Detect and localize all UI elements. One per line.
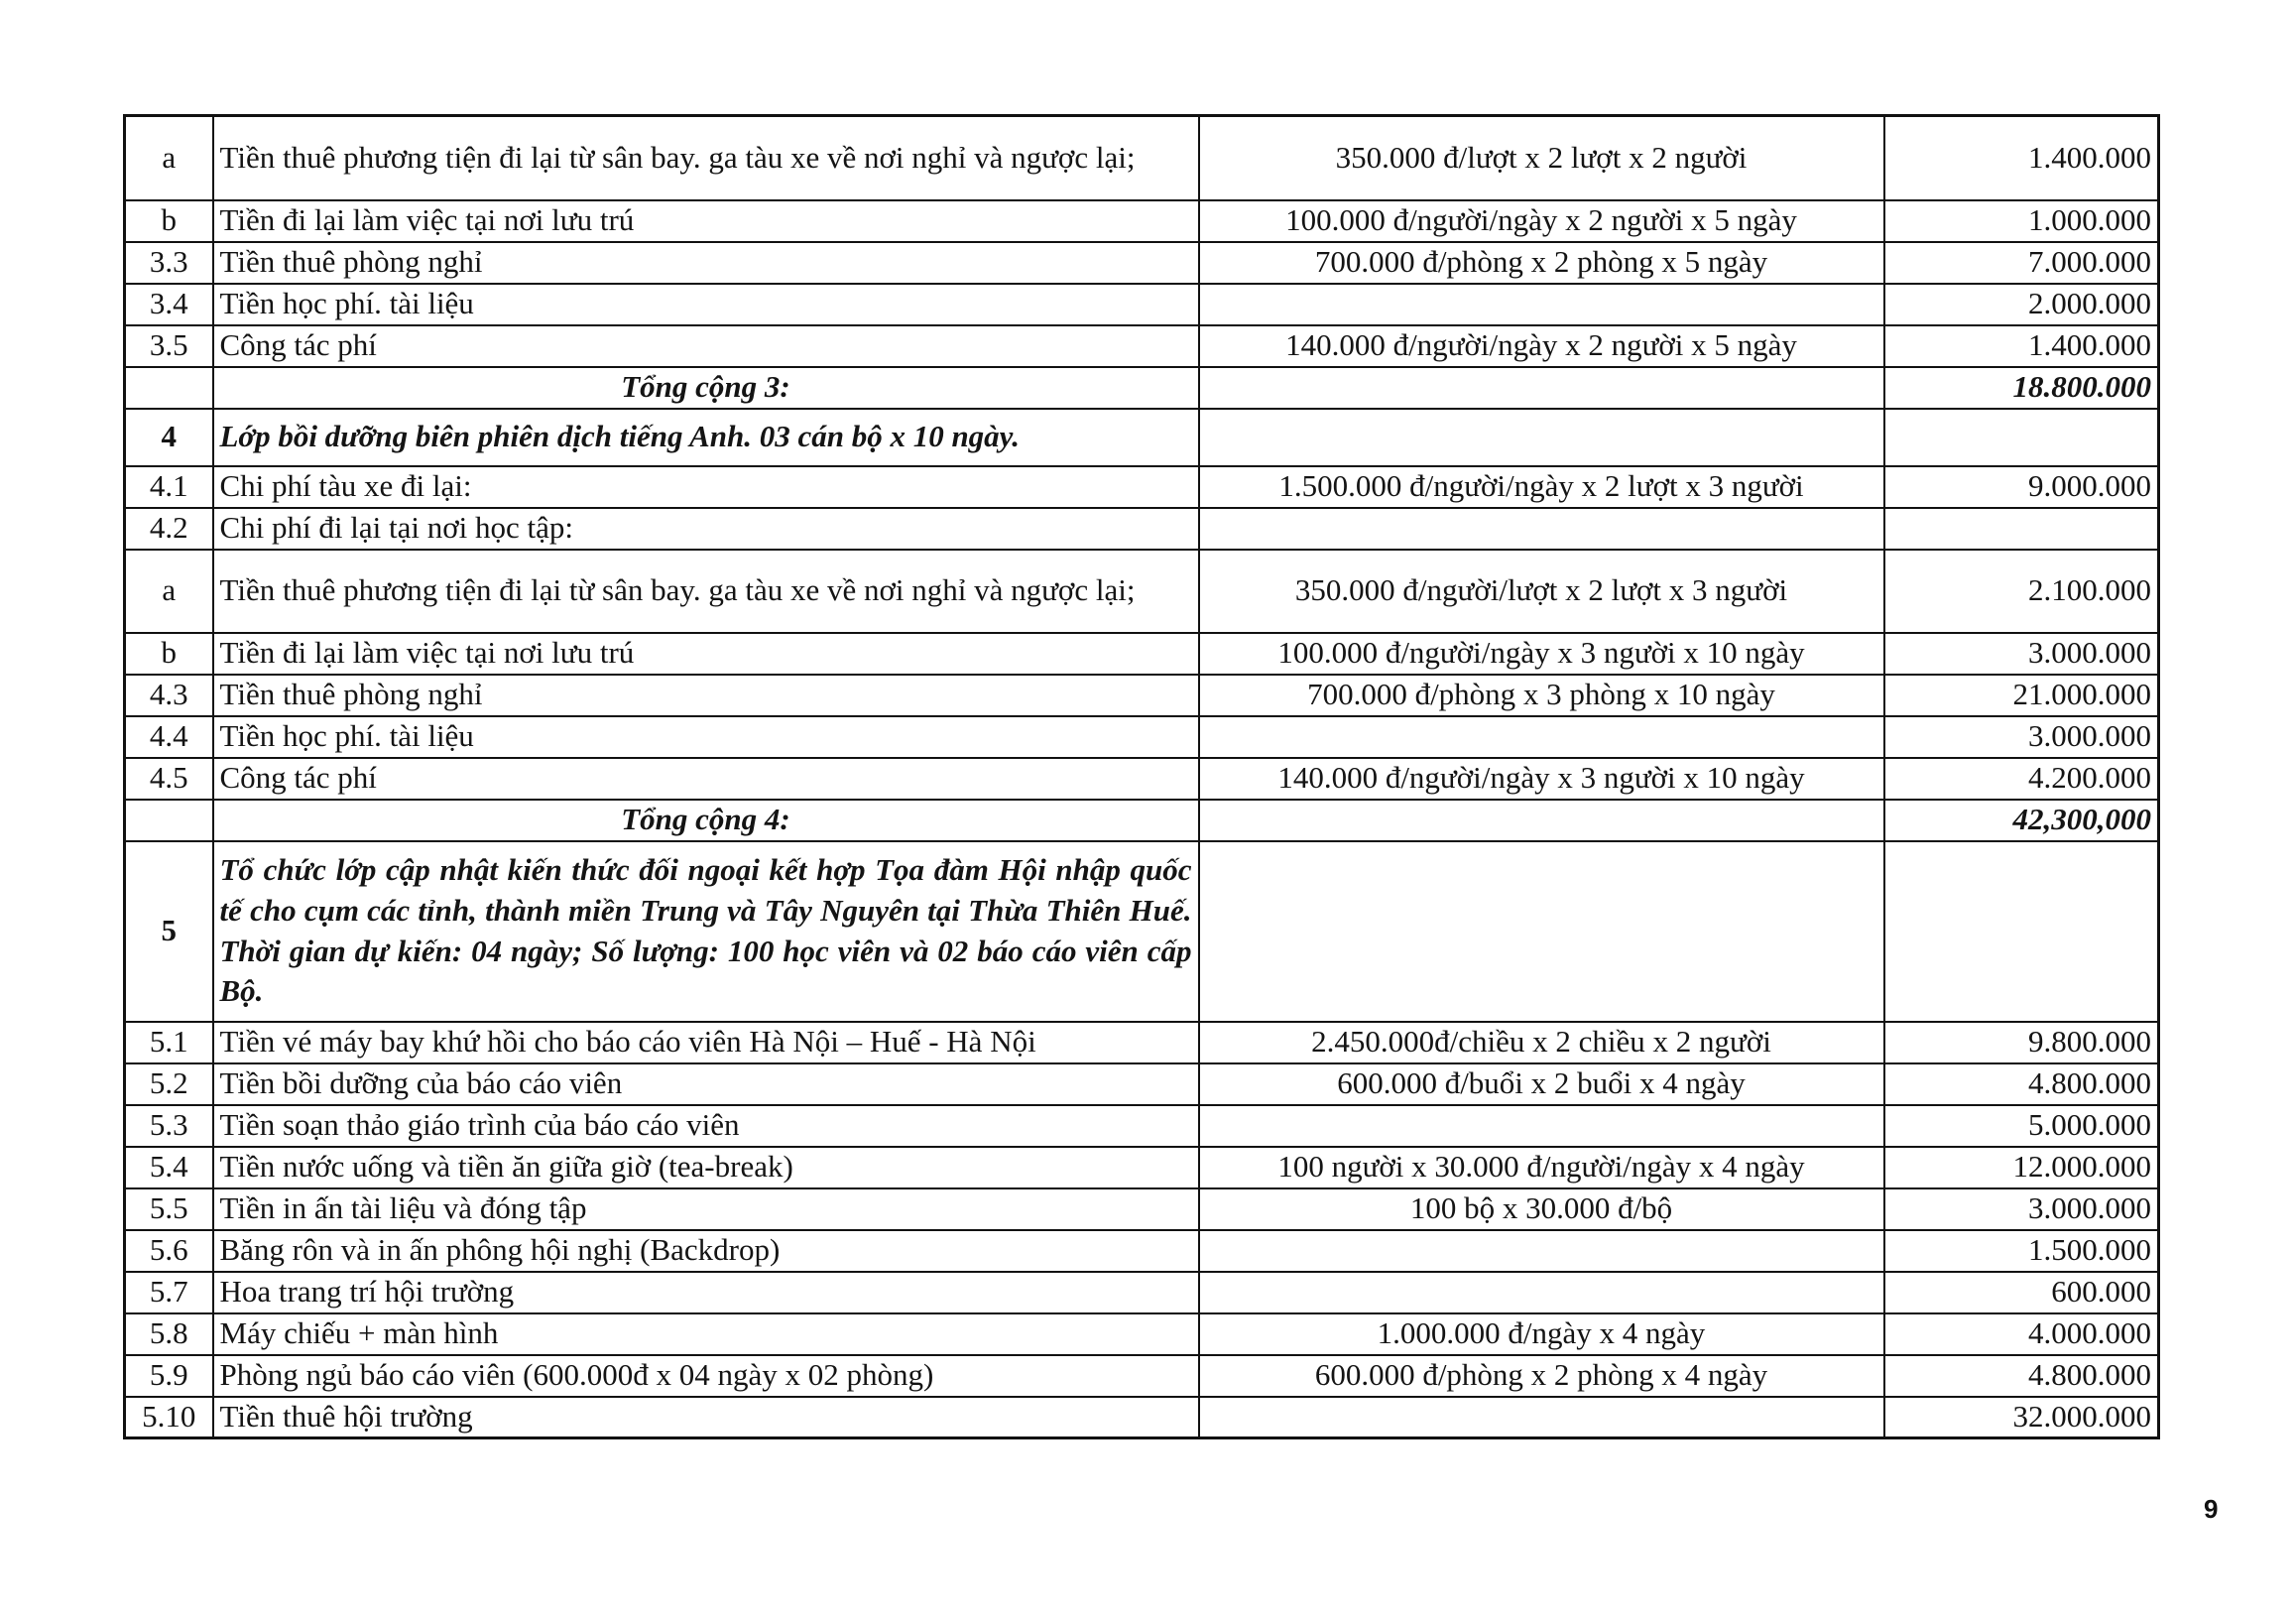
row-calculation: 350.000 đ/người/lượt x 2 lượt x 3 người [1199,550,1884,633]
row-item: Máy chiếu + màn hình [213,1313,1199,1355]
row-number: 5.5 [125,1188,213,1230]
row-item: Chi phí tàu xe đi lại: [213,466,1199,508]
row-calculation [1199,284,1884,325]
row-calculation: 600.000 đ/buổi x 2 buổi x 4 ngày [1199,1063,1884,1105]
row-calculation: 140.000 đ/người/ngày x 2 người x 5 ngày [1199,325,1884,367]
table-row [125,466,2159,508]
table-row [125,200,2159,242]
row-number: a [125,116,213,200]
table-row [125,1063,2159,1105]
row-item: Tiền thuê hội trường [213,1397,1199,1438]
row-number: 4.5 [125,758,213,800]
row-calculation: 1.000.000 đ/ngày x 4 ngày [1199,1313,1884,1355]
row-calculation: 100 bộ x 30.000 đ/bộ [1199,1188,1884,1230]
row-number: 3.3 [125,242,213,284]
row-number [125,367,213,409]
row-number: 5.3 [125,1105,213,1147]
row-number: b [125,200,213,242]
row-calculation: 700.000 đ/phòng x 3 phòng x 10 ngày [1199,675,1884,716]
row-calculation [1199,1105,1884,1147]
subtotal-amount: 18.800.000 [1884,367,2159,409]
row-calculation [1199,841,1884,1022]
row-item: Tiền in ấn tài liệu và đóng tập [213,1188,1199,1230]
row-item: Tiền vé máy bay khứ hồi cho báo cáo viên Hà Nội – Huế - Hà Nội [213,1022,1199,1063]
row-item: Tiền nước uống và tiền ăn giữa giờ (tea-break) [213,1147,1199,1188]
section-number: 5 [125,841,213,1022]
row-number: b [125,633,213,675]
row-item: Công tác phí [213,325,1199,367]
table-row [125,284,2159,325]
row-calculation [1199,508,1884,550]
row-amount: 2.100.000 [1884,550,2159,633]
table-row [125,758,2159,800]
row-amount: 2.000.000 [1884,284,2159,325]
row-calculation: 100 người x 30.000 đ/người/ngày x 4 ngày [1199,1147,1884,1188]
budget-table [123,114,2160,1439]
row-amount: 5.000.000 [1884,1105,2159,1147]
row-item: Tiền thuê phòng nghỉ [213,242,1199,284]
row-item: Tiền thuê phương tiện đi lại từ sân bay. ga tàu xe về nơi nghỉ và ngược lại; [213,550,1199,633]
row-item: Tiền bồi dưỡng của báo cáo viên [213,1063,1199,1105]
row-amount: 21.000.000 [1884,675,2159,716]
section-row [125,841,2159,1022]
row-number: 5.4 [125,1147,213,1188]
row-number: 4.1 [125,466,213,508]
row-amount [1884,409,2159,466]
table-row [125,1397,2159,1438]
table-row [125,1272,2159,1313]
row-calculation: 1.500.000 đ/người/ngày x 2 lượt x 3 người [1199,466,1884,508]
row-calculation [1199,1272,1884,1313]
table-row [125,675,2159,716]
table-row [125,1105,2159,1147]
row-item: Phòng ngủ báo cáo viên (600.000đ x 04 ngày x 02 phòng) [213,1355,1199,1397]
table-row [125,550,2159,633]
table-row [125,1355,2159,1397]
subtotal-row [125,800,2159,841]
row-item: Tiền đi lại làm việc tại nơi lưu trú [213,633,1199,675]
row-calculation [1199,800,1884,841]
row-calculation: 350.000 đ/lượt x 2 lượt x 2 người [1199,116,1884,200]
row-number: 4.3 [125,675,213,716]
table-row [125,325,2159,367]
row-calculation: 100.000 đ/người/ngày x 3 người x 10 ngày [1199,633,1884,675]
row-number: 3.5 [125,325,213,367]
row-item: Tiền thuê phòng nghỉ [213,675,1199,716]
row-calculation: 140.000 đ/người/ngày x 3 người x 10 ngày [1199,758,1884,800]
table-row [125,1188,2159,1230]
row-amount [1884,841,2159,1022]
table-row [125,633,2159,675]
row-amount: 4.800.000 [1884,1355,2159,1397]
section-title: Tổ chức lớp cập nhật kiến thức đối ngoại kết hợp Tọa đàm Hội nhập quốc tế cho cụm các tỉnh, thành miền Trung và Tây Nguyên tại Thừa Thiên Huế. Thời gian dự kiến: 04 ngày; Số lượng: 100 học viên và 02 báo cáo viên cấp Bộ. [213,841,1199,1022]
row-number: 5.10 [125,1397,213,1438]
row-amount: 4.000.000 [1884,1313,2159,1355]
row-amount [1884,508,2159,550]
row-number [125,800,213,841]
row-item: Tiền đi lại làm việc tại nơi lưu trú [213,200,1199,242]
section-title: Lớp bồi dưỡng biên phiên dịch tiếng Anh. 03 cán bộ x 10 ngày. [213,409,1199,466]
row-amount: 1.400.000 [1884,325,2159,367]
row-number: 5.6 [125,1230,213,1272]
row-amount: 9.000.000 [1884,466,2159,508]
row-number: 3.4 [125,284,213,325]
row-number: 5.1 [125,1022,213,1063]
row-calculation [1199,367,1884,409]
table-row [125,716,2159,758]
row-amount: 12.000.000 [1884,1147,2159,1188]
table-row [125,242,2159,284]
row-amount: 3.000.000 [1884,1188,2159,1230]
row-amount: 3.000.000 [1884,633,2159,675]
section-row [125,409,2159,466]
row-calculation [1199,409,1884,466]
row-item: Tiền học phí. tài liệu [213,716,1199,758]
row-number: 5.7 [125,1272,213,1313]
row-calculation [1199,716,1884,758]
table-row [125,116,2159,200]
row-amount: 4.200.000 [1884,758,2159,800]
subtotal-row [125,367,2159,409]
table-row [125,1147,2159,1188]
row-item: Tiền thuê phương tiện đi lại từ sân bay. ga tàu xe về nơi nghỉ và ngược lại; [213,116,1199,200]
row-number: 5.2 [125,1063,213,1105]
row-item: Tiền học phí. tài liệu [213,284,1199,325]
row-number: 4.2 [125,508,213,550]
table-row [125,1022,2159,1063]
row-number: a [125,550,213,633]
row-item: Hoa trang trí hội trường [213,1272,1199,1313]
row-amount: 4.800.000 [1884,1063,2159,1105]
row-calculation [1199,1230,1884,1272]
row-amount: 600.000 [1884,1272,2159,1313]
row-amount: 32.000.000 [1884,1397,2159,1438]
row-amount: 1.500.000 [1884,1230,2159,1272]
subtotal-label: Tổng cộng 3: [213,367,1199,409]
row-amount: 3.000.000 [1884,716,2159,758]
row-item: Băng rôn và in ấn phông hội nghị (Backdrop) [213,1230,1199,1272]
row-calculation: 600.000 đ/phòng x 2 phòng x 4 ngày [1199,1355,1884,1397]
subtotal-amount: 42,300,000 [1884,800,2159,841]
row-amount: 9.800.000 [1884,1022,2159,1063]
table-row [125,508,2159,550]
row-item: Công tác phí [213,758,1199,800]
row-number: 5.8 [125,1313,213,1355]
table-row [125,1230,2159,1272]
row-calculation: 100.000 đ/người/ngày x 2 người x 5 ngày [1199,200,1884,242]
row-calculation [1199,1397,1884,1438]
row-item: Tiền soạn thảo giáo trình của báo cáo viên [213,1105,1199,1147]
row-item: Chi phí đi lại tại nơi học tập: [213,508,1199,550]
section-number: 4 [125,409,213,466]
subtotal-label: Tổng cộng 4: [213,800,1199,841]
row-calculation: 700.000 đ/phòng x 2 phòng x 5 ngày [1199,242,1884,284]
row-amount: 1.000.000 [1884,200,2159,242]
row-amount: 1.400.000 [1884,116,2159,200]
row-number: 5.9 [125,1355,213,1397]
row-amount: 7.000.000 [1884,242,2159,284]
row-calculation: 2.450.000đ/chiều x 2 chiều x 2 người [1199,1022,1884,1063]
table-row [125,1313,2159,1355]
page-number: 9 [2204,1494,2219,1524]
row-number: 4.4 [125,716,213,758]
